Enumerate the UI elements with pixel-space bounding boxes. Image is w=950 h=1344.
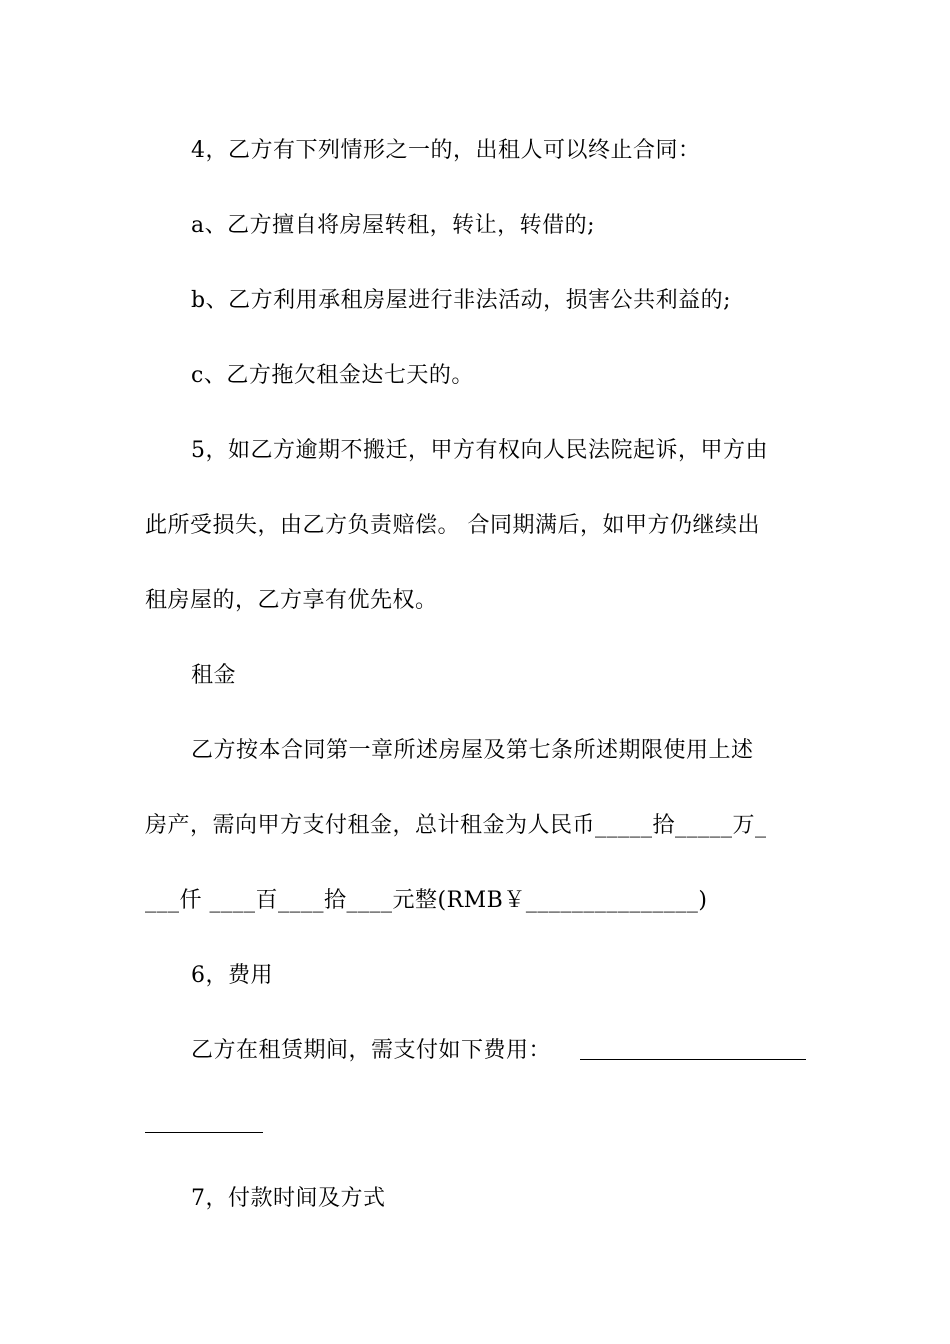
fees-blank-line-1 — [580, 1059, 806, 1060]
clause-5-line-2: 此所受损失，由乙方负责赔偿。 合同期满后，如甲方仍继续出 — [145, 513, 760, 538]
clause-6-heading: 6，费用 — [191, 963, 273, 988]
fees-line: 乙方在租赁期间，需支付如下费用： — [191, 1038, 552, 1063]
rent-heading: 租金 — [191, 663, 237, 688]
clause-4c: c、乙方拖欠租金达七天的。 — [191, 363, 474, 388]
clause-4a: a、乙方擅自将房屋转租，转让，转借的; — [191, 213, 596, 238]
clause-7-heading: 7，付款时间及方式 — [191, 1186, 386, 1211]
clause-5-line-3: 租房屋的，乙方享有优先权。 — [145, 588, 438, 613]
clause-5-line-1: 5，如乙方逾期不搬迁，甲方有权向人民法院起诉，甲方由 — [191, 438, 768, 463]
rent-line-2: 房产，需向甲方支付租金，总计租金为人民币_____拾_____万_ — [145, 813, 767, 838]
rent-line-3: ___仟 ____百____拾____元整(RMB￥_______________) — [145, 888, 708, 913]
clause-4-heading: 4，乙方有下列情形之一的，出租人可以终止合同： — [191, 138, 701, 163]
clause-4b: b、乙方利用承租房屋进行非法活动，损害公共利益的; — [191, 288, 731, 313]
rent-line-1: 乙方按本合同第一章所述房屋及第七条所述期限使用上述 — [191, 738, 754, 763]
fees-blank-line-2 — [145, 1132, 263, 1133]
